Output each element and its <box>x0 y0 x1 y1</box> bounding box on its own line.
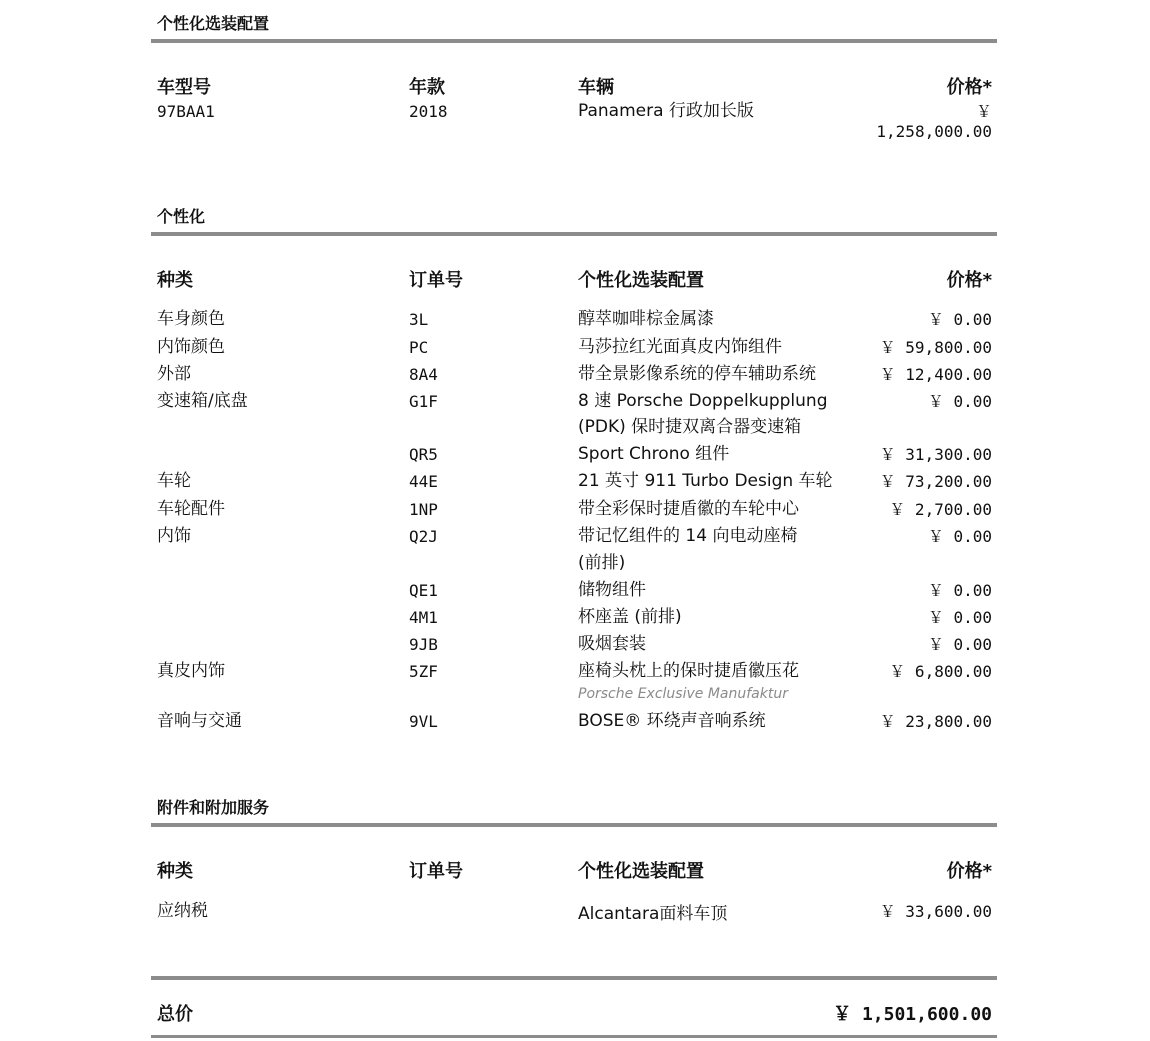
row-code: 9VL <box>409 712 438 731</box>
header-price: 价格* <box>946 270 992 291</box>
header-model: 车型号 <box>157 77 211 98</box>
row-price: ￥ 6,800.00 <box>889 662 992 681</box>
row-price: ￥ 31,300.00 <box>879 445 992 464</box>
row-option: 带全彩保时捷盾徽的车轮中心 <box>578 499 799 519</box>
row-option: 21 英寸 911 Turbo Design 车轮 <box>578 471 833 491</box>
model-year: 2018 <box>409 102 448 121</box>
row-code: PC <box>409 338 429 357</box>
row-code: 4M1 <box>409 608 438 627</box>
row-category: 车身颜色 <box>157 309 225 329</box>
row-price: ￥ 59,800.00 <box>879 338 992 357</box>
header-category: 种类 <box>157 270 193 291</box>
row-option: 带全景影像系统的停车辅助系统 <box>578 364 816 384</box>
row-code: 9JB <box>409 635 438 654</box>
header-order-code: 订单号 <box>409 270 463 291</box>
header-price: 价格* <box>946 861 992 882</box>
vehicle-name: Panamera 行政加长版 <box>578 101 754 121</box>
row-code: 1NP <box>409 500 438 519</box>
total-divider-bottom <box>151 1035 997 1038</box>
row-price: ￥ 0.00 <box>927 310 992 329</box>
row-option: 储物组件 <box>578 580 646 600</box>
row-price: ￥ 0.00 <box>927 608 992 627</box>
base-price: 1,258,000.00 <box>876 122 992 141</box>
row-option: 吸烟套装 <box>578 634 646 654</box>
row-code: 8A4 <box>409 365 438 384</box>
row-price: ￥ 0.00 <box>927 635 992 654</box>
row-category: 外部 <box>157 364 191 384</box>
row-category: 真皮内饰 <box>157 661 225 681</box>
header-price: 价格* <box>946 77 992 98</box>
row-option: 醇萃咖啡棕金属漆 <box>578 309 714 329</box>
header-option: 个性化选装配置 <box>578 861 704 882</box>
row-option: 8 速 Porsche Doppelkupplung <box>578 391 828 411</box>
row-price: ￥ 23,800.00 <box>879 712 992 731</box>
row-option-note: Porsche Exclusive Manufaktur <box>578 686 788 702</box>
row-code: 44E <box>409 472 438 491</box>
price-currency: ￥ <box>975 102 992 121</box>
row-code: QR5 <box>409 445 438 464</box>
row-category: 车轮 <box>157 471 191 491</box>
row-category: 内饰 <box>157 526 191 546</box>
row-category: 应纳税 <box>157 901 208 921</box>
header-vehicle: 车辆 <box>578 77 614 98</box>
row-option: BOSE® 环绕声音响系统 <box>578 711 766 731</box>
row-price: ￥ 2,700.00 <box>889 500 992 519</box>
row-option: 带记忆组件的 14 向电动座椅 <box>578 526 798 546</box>
row-category: 车轮配件 <box>157 499 225 519</box>
row-option: Sport Chrono 组件 <box>578 444 730 464</box>
row-option: 马莎拉红光面真皮内饰组件 <box>578 337 782 357</box>
row-option-line2: (PDK) 保时捷双离合器变速箱 <box>578 417 802 437</box>
total-price: ￥ 1,501,600.00 <box>833 1004 992 1025</box>
row-option: Alcantara面料车顶 <box>578 904 728 924</box>
section-divider <box>151 39 997 43</box>
row-price: ￥ 33,600.00 <box>879 902 992 921</box>
row-price: ￥ 73,200.00 <box>879 472 992 491</box>
row-category: 音响与交通 <box>157 711 242 731</box>
section-title-personalization: 个性化 <box>157 207 206 226</box>
section-title-accessories: 附件和附加服务 <box>157 798 270 817</box>
header-year: 年款 <box>409 77 445 98</box>
row-price: ￥ 12,400.00 <box>879 365 992 384</box>
row-category: 变速箱/底盘 <box>157 391 248 411</box>
row-code: 5ZF <box>409 662 438 681</box>
header-order-code: 订单号 <box>409 861 463 882</box>
model-code: 97BAA1 <box>157 102 215 121</box>
section-divider <box>151 823 997 827</box>
row-option: 座椅头枕上的保时捷盾徽压花 <box>578 661 799 681</box>
header-option: 个性化选装配置 <box>578 270 704 291</box>
row-code: G1F <box>409 392 438 411</box>
row-price: ￥ 0.00 <box>927 581 992 600</box>
header-category: 种类 <box>157 861 193 882</box>
row-code: QE1 <box>409 581 438 600</box>
row-category: 内饰颜色 <box>157 337 225 357</box>
total-label: 总价 <box>157 1004 193 1025</box>
row-code: Q2J <box>409 527 438 546</box>
row-option-line2: (前排) <box>578 553 626 573</box>
row-price: ￥ 0.00 <box>927 392 992 411</box>
row-code: 3L <box>409 310 429 329</box>
section-title-configuration: 个性化选装配置 <box>157 14 270 33</box>
row-price: ￥ 0.00 <box>927 527 992 546</box>
total-divider-top <box>151 976 997 980</box>
section-divider <box>151 232 997 236</box>
row-option: 杯座盖 (前排) <box>578 607 682 627</box>
